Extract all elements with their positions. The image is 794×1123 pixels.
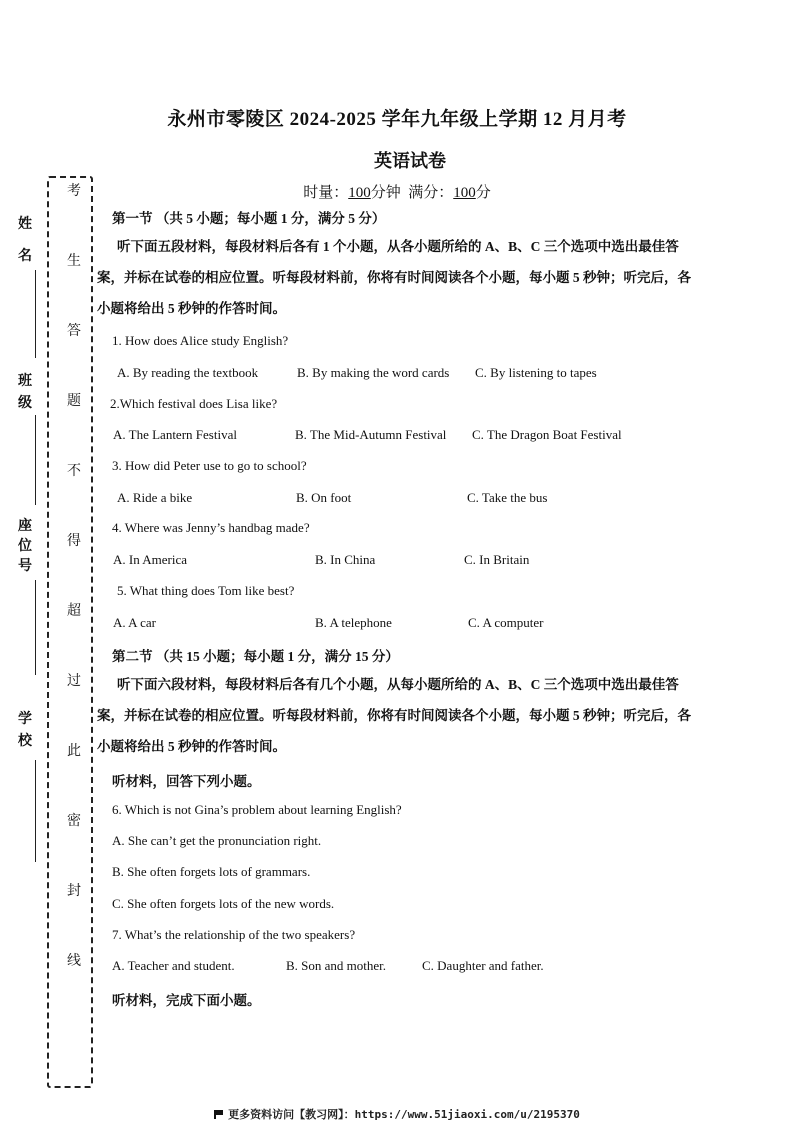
section2-instruction: 听下面六段材料，每段材料后各有几个小题，从每小题所给的 A、B、C 三个选项中选出最佳答案，并标在试卷的相应位置。听每段材料前，你将有时间阅读各个小题，每小题 5 秒钟；听完后，各小题将给出 5 秒钟的作答时间。 xyxy=(97,677,691,755)
seal-char: 密 xyxy=(67,814,81,829)
seal-char: 考 xyxy=(67,184,81,199)
q1-option-a[interactable]: A. By reading the textbook xyxy=(117,365,259,380)
q3-option-a[interactable]: A. Ride a bike xyxy=(117,490,193,505)
seal-char: 线 xyxy=(67,954,81,969)
q5-option-b[interactable]: B. A telephone xyxy=(315,615,392,630)
time-value: 100 xyxy=(348,185,371,201)
q6-option-b[interactable]: B. She often forgets lots of grammars. xyxy=(112,864,311,879)
question-2: 2.Which festival does Lisa like? xyxy=(110,396,278,411)
section1-heading: 第一节 （共 5 小题；每小题 1 分，满分 5 分） xyxy=(112,211,386,226)
seat-write-line[interactable] xyxy=(35,580,36,675)
q3-option-b[interactable]: B. On foot xyxy=(296,490,352,505)
seal-char: 生 xyxy=(67,254,81,269)
exam-title: 永州市零陵区 2024-2025 学年九年级上学期 12 月月考 xyxy=(167,109,627,130)
field-class-char-2: 级 xyxy=(18,396,32,411)
score-value: 100 xyxy=(453,185,476,201)
field-seat-char-2: 位 xyxy=(18,539,32,554)
seal-char: 题 xyxy=(67,394,81,409)
q7-option-c[interactable]: C. Daughter and father. xyxy=(422,958,544,973)
seal-char: 过 xyxy=(67,674,81,689)
seal-char: 得 xyxy=(67,534,81,549)
exam-subtitle: 英语试卷 xyxy=(374,151,446,171)
field-seat-char-1: 座 xyxy=(18,519,32,534)
flag-icon xyxy=(214,1110,224,1119)
field-school-char-2: 校 xyxy=(18,734,32,749)
seal-char: 超 xyxy=(67,604,81,619)
seal-char: 此 xyxy=(67,744,81,759)
question-4: 4. Where was Jenny’s handbag made? xyxy=(112,520,310,535)
class-write-line[interactable] xyxy=(35,415,36,505)
q2-option-a[interactable]: A. The Lantern Festival xyxy=(113,427,237,442)
q5-option-a[interactable]: A. A car xyxy=(113,615,156,630)
time-label: 时量： xyxy=(303,185,349,201)
section2-heading: 第二节 （共 15 小题；每小题 1 分，满分 15 分） xyxy=(112,649,399,664)
score-unit: 分 xyxy=(475,185,491,201)
seal-char: 封 xyxy=(67,884,81,899)
section2-subheading-2: 听材料，完成下面小题。 xyxy=(112,993,261,1008)
q4-option-b[interactable]: B. In China xyxy=(315,552,376,567)
q2-option-b[interactable]: B. The Mid-Autumn Festival xyxy=(295,427,447,442)
question-5: 5. What thing does Tom like best? xyxy=(117,583,295,598)
section1-instruction: 听下面五段材料，每段材料后各有 1 个小题，从各小题所给的 A、B、C 三个选项中选出最佳答案，并标在试卷的相应位置。听每段材料前，你将有时间阅读各个小题，每小题 5 秒钟；听完后，各小题将给出 5 秒钟的作答时间。 xyxy=(97,239,691,317)
footer-text[interactable]: 更多资料访问【教习网】：https://www.51jiaoxi.com/u/2195370 xyxy=(228,1108,580,1121)
seal-char: 答 xyxy=(67,324,81,339)
question-6: 6. Which is not Gina’s problem about learning English? xyxy=(112,802,402,817)
q6-option-c[interactable]: C. She often forgets lots of the new words. xyxy=(112,896,335,911)
field-seat-char-3: 号 xyxy=(18,559,32,574)
q7-option-b[interactable]: B. Son and mother. xyxy=(286,958,387,973)
field-class-char-1: 班 xyxy=(18,374,32,389)
question-7: 7. What’s the relationship of the two speakers? xyxy=(112,927,356,942)
field-name-char-1: 姓 xyxy=(18,217,32,232)
name-write-line[interactable] xyxy=(35,270,36,358)
q4-option-c[interactable]: C. In Britain xyxy=(464,552,530,567)
footer-link[interactable] xyxy=(0,1106,794,1122)
question-3: 3. How did Peter use to go to school? xyxy=(112,458,307,473)
q2-option-c[interactable]: C. The Dragon Boat Festival xyxy=(472,427,622,442)
exam-meta xyxy=(0,181,794,202)
q6-option-a[interactable]: A. She can’t get the pronunciation right. xyxy=(112,833,322,848)
q1-option-b[interactable]: B. By making the word cards xyxy=(297,365,450,380)
q4-option-a[interactable]: A. In America xyxy=(113,552,188,567)
q5-option-c[interactable]: C. A computer xyxy=(468,615,544,630)
field-name-char-2: 名 xyxy=(18,249,32,264)
time-unit: 分钟 xyxy=(370,185,401,201)
score-label: 满分： xyxy=(408,185,454,201)
q7-option-a[interactable]: A. Teacher and student. xyxy=(112,958,235,973)
field-school-char-1: 学 xyxy=(18,712,32,727)
question-1: 1. How does Alice study English? xyxy=(112,333,289,348)
section2-subheading-1: 听材料，回答下列小题。 xyxy=(112,774,261,789)
school-write-line[interactable] xyxy=(35,760,36,862)
q1-option-c[interactable]: C. By listening to tapes xyxy=(475,365,597,380)
seal-char: 不 xyxy=(67,464,81,479)
q3-option-c[interactable]: C. Take the bus xyxy=(467,490,548,505)
